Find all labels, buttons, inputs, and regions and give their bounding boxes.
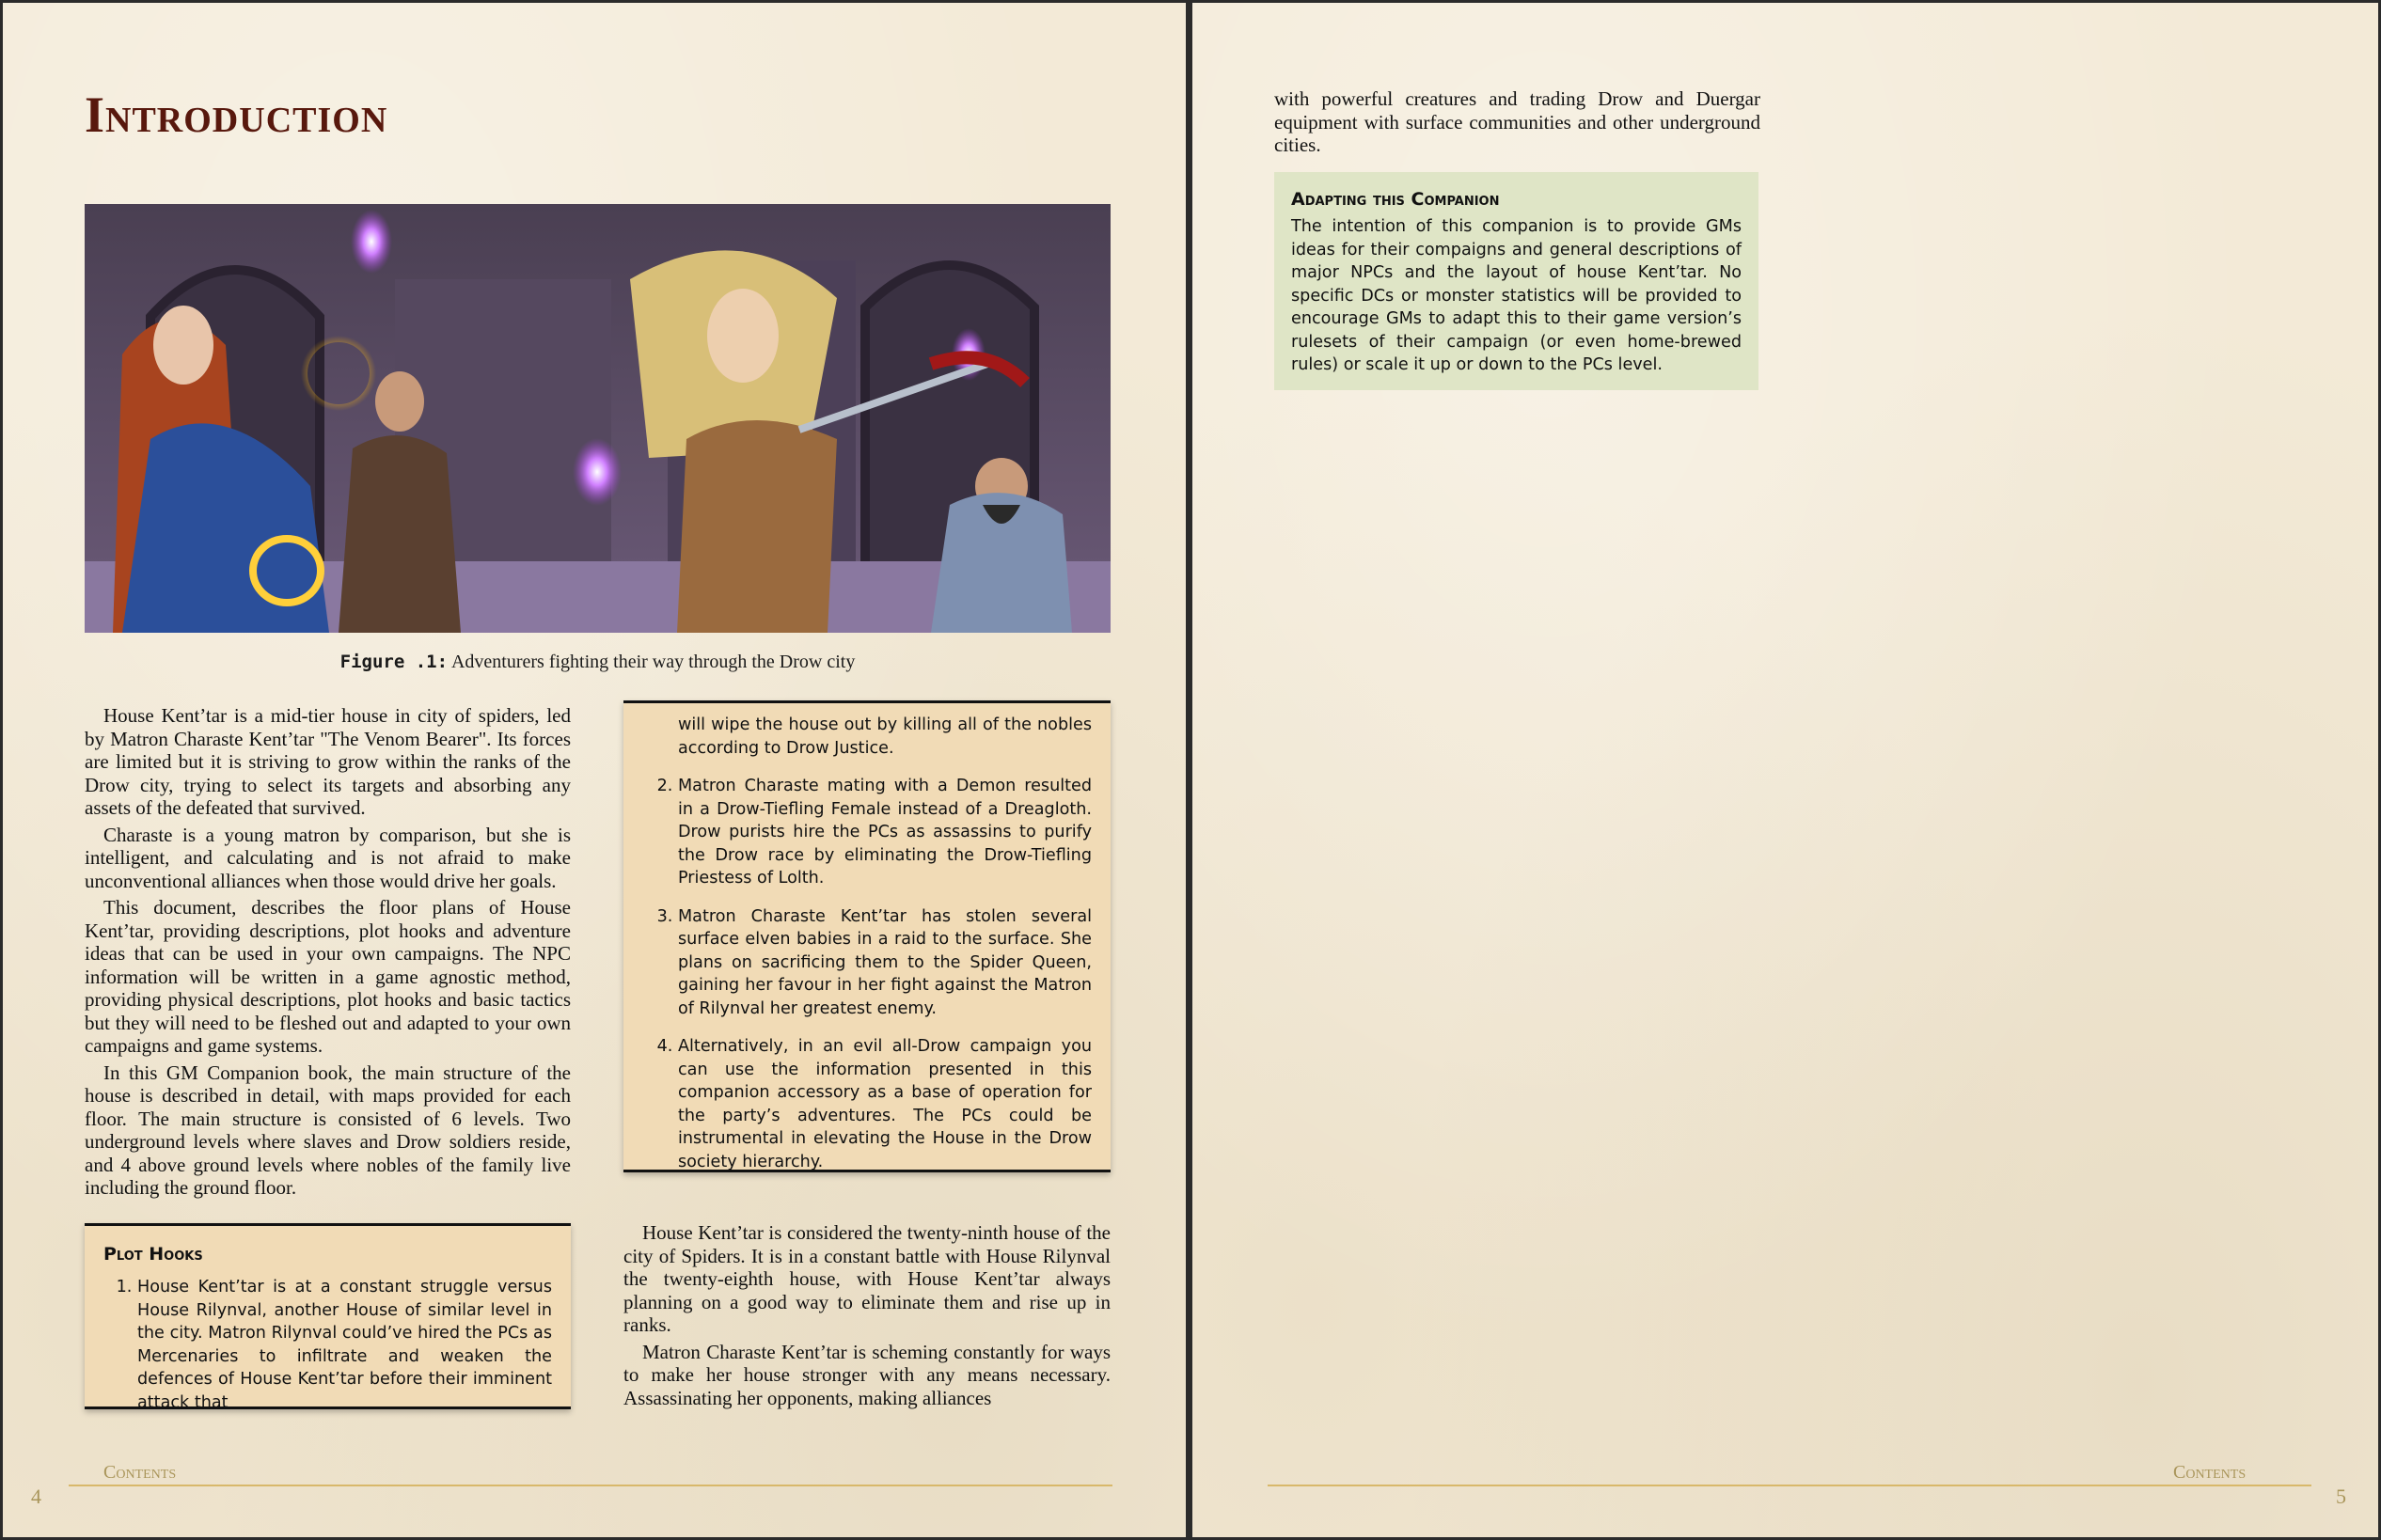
paragraph: House Kent’tar is considered the twenty-ninth house of the city of Spiders. It is in a constant battle with House Rilynval the twenty-eighth house, with House Kent’tar always planning on a good way to eliminate them and rise up in ranks. xyxy=(623,1221,1111,1336)
plot-hook-3: 3. Matron Charaste Kent’tar has stolen several surface elven babies in a raid to the surface. She plans on sacrificing them to the Spider Queen, gaining her favour in her fight against the Matron of Rilynval her greatest enemy. xyxy=(678,905,1092,1021)
figure-illustration xyxy=(85,204,1111,633)
footer-contents-link[interactable]: Contents xyxy=(2173,1462,2247,1483)
footer-contents-link[interactable]: Contents xyxy=(103,1462,177,1483)
paragraph: In this GM Companion book, the main structure of the house is described in detail, with maps provided for each floor. The main structure is consisted of 6 levels. Two underground levels where slaves and Drow soldiers reside, and 4 above ground levels where nobles of the family live including the ground floor. xyxy=(85,1061,571,1199)
adapting-companion-box xyxy=(1274,172,1758,390)
plot-hook-4: 4. Alternatively, in an evil all-Drow campaign you can use the information presented in this companion accessory as a base of operation for the party’s adventures. The PCs could be instrumental in elevating the House in the Drow society hierarchy. xyxy=(678,1035,1092,1173)
plot-hook-2: 2. Matron Charaste mating with a Demon resulted in a Drow-Tiefling Female instead of a Dreagloth. Drow purists hire the PCs as assassins to purify the Drow race by eliminating the Drow-Tiefling Priestess of Lolth. xyxy=(678,775,1092,890)
figure-caption xyxy=(85,652,1111,673)
figure-label: Figure .1: xyxy=(339,652,449,672)
paragraph: This document, describes the floor plans of House Kent’tar, providing descriptions, plot hooks and adventure ideas that can be used in your own campaigns. The NPC information will be written in a game agnostic method, providing physical descriptions, plot hooks and basic tactics but they will need to be fleshed out and adapted to your own campaigns and game systems. xyxy=(85,896,571,1057)
adapting-title: Adapting this Companion xyxy=(1291,189,1500,210)
plot-hook-1: 1. House Kent’tar is at a constant struggle versus House Rilynval, another House of similar level in the city. Matron Rilynval could’ve hired the PCs as Mercenaries to infiltrate and weaken the defences of House Kent’tar before their imminent attack that xyxy=(137,1276,552,1414)
page-title: Introduction xyxy=(85,86,388,143)
adapting-body: The intention of this companion is to provide GMs ideas for their compaigns and general descriptions of major NPCs and the layout of house Kent’tar. No specific DCs or monster statistics will be provided to encourage GMs to adapt this to their game version’s rulesets of their campaign (or even home-brewed rules) or scale it up or down to the PCs level. xyxy=(1291,217,1742,374)
continued-column xyxy=(1274,87,1760,161)
intro-column-2 xyxy=(623,1221,1111,1413)
divider xyxy=(85,1223,571,1226)
page-number: 4 xyxy=(31,1485,41,1508)
paragraph: with powerful creatures and trading Drow and Duergar equipment with surface communities and other underground cities. xyxy=(1274,87,1760,156)
figure-caption-text: Adventurers fighting their way through the Drow city xyxy=(450,652,856,672)
page-number: 5 xyxy=(2336,1485,2346,1508)
plot-hook-1-continued: will wipe the house out by killing all of the nobles according to Drow Justice. xyxy=(678,715,1092,758)
adventurers-illustration xyxy=(85,204,1111,633)
divider xyxy=(623,700,1111,703)
footer-line xyxy=(1268,1485,2311,1486)
plot-hooks-box-continued xyxy=(623,700,1111,1172)
intro-column-1 xyxy=(85,704,571,1203)
left-page xyxy=(3,3,1186,1537)
plot-hooks-box xyxy=(85,1223,571,1412)
footer-line xyxy=(69,1485,1112,1486)
paragraph: Charaste is a young matron by comparison, but she is intelligent, and calculating and is not afraid to make unconventional alliances when those would drive her goals. xyxy=(85,823,571,892)
paragraph: Matron Charaste Kent’tar is scheming constantly for ways to make her house stronger with any means necessary. Assassinating her opponents, making alliances xyxy=(623,1340,1111,1409)
paragraph: House Kent’tar is a mid-tier house in city of spiders, led by Matron Charaste Kent’tar "The Venom Bearer". Its forces are limited but it is striving to grow within the ranks of the Drow city, trying to select its targets and absorbing any assets of the defeated that survived. xyxy=(85,704,571,819)
plot-hooks-title: Plot Hooks xyxy=(103,1244,203,1265)
right-page xyxy=(1192,3,2378,1537)
